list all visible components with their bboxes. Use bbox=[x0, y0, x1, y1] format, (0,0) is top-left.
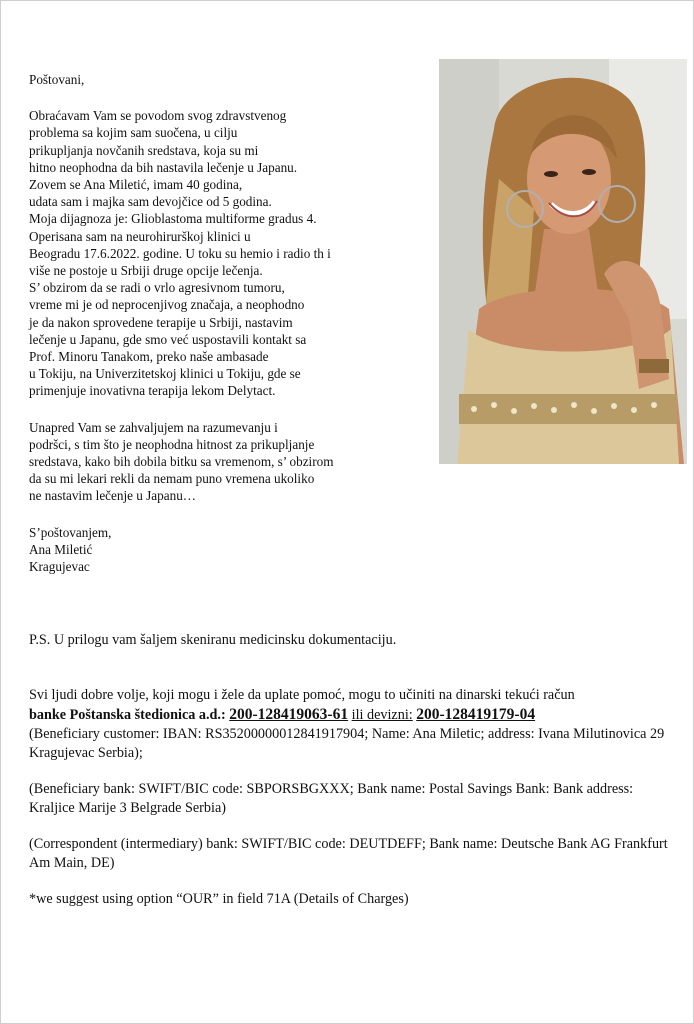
paragraph-thanks bbox=[29, 419, 429, 505]
text-line: u Tokiju, na Univerzitetskoj klinici u Tokiju, gde se bbox=[29, 366, 301, 382]
signer-city: Kragujevac bbox=[29, 559, 90, 575]
text-line: sredstava, kako bih dobila bitku sa vremenom, s’ obzirom bbox=[29, 454, 334, 470]
text-line: podršci, s tim što je neophodna hitnost za prikupljanje bbox=[29, 436, 315, 452]
beneficiary-customer: (Beneficiary customer: IBAN: RS35200000012841917904; Name: Ana Miletic; address: Ivana Milutinovica 29 Kragujevac Serbia); bbox=[29, 726, 665, 761]
text-line: Beogradu 17.6.2022. godine. U toku su hemio i radio th i bbox=[29, 245, 331, 261]
dinar-account: 200-128419063-61 bbox=[229, 706, 349, 723]
text-line: Moja dijagnoza je: Glioblastoma multiforme gradus 4. bbox=[29, 211, 317, 227]
letter-body bbox=[29, 71, 429, 575]
payment-section bbox=[29, 631, 669, 909]
text-line: problema sa kojim sam suočena, u cilju bbox=[29, 125, 238, 141]
text-line: Prof. Minoru Tanakom, preko naše ambasade bbox=[29, 349, 269, 365]
text-line: ne nastavim lečenje u Japanu… bbox=[29, 488, 196, 504]
text-line: Operisana sam na neurohirurškoj klinici u bbox=[29, 228, 251, 244]
text-line: je da nakon sprovedene terapije u Srbiji, nastavim bbox=[29, 314, 293, 330]
text-line: Zovem se Ana Miletić, imam 40 godina, bbox=[29, 177, 243, 193]
text-line: Unapred Vam se zahvaljujem na razumevanju i bbox=[29, 419, 278, 435]
signer-name: Ana Miletić bbox=[29, 541, 93, 557]
or-foreign-label: ili devizni: bbox=[351, 707, 413, 723]
paragraph-request bbox=[29, 107, 429, 399]
charges-note: *we suggest using option “OUR” in field 71A (Details of Charges) bbox=[29, 891, 409, 907]
text-line: više ne postoje u Srbiji druge opcije lečenja. bbox=[29, 263, 263, 279]
ps-note: P.S. U prilogu vam šaljem skeniranu medicinsku dokumentaciju. bbox=[29, 632, 397, 648]
greeting: Poštovani, bbox=[29, 72, 85, 87]
text-line: da su mi lekari rekli da nemam puno vremena ukoliko bbox=[29, 471, 315, 487]
text-line: udata sam i majka sam devojčice od 5 godina. bbox=[29, 194, 272, 210]
signature-block bbox=[29, 524, 429, 576]
foreign-account: 200-128419179-04 bbox=[416, 706, 536, 723]
text-line: prikupljanja novčanih sredstava, koja su mi bbox=[29, 142, 259, 158]
beneficiary-bank: (Beneficiary bank: SWIFT/BIC code: SBPORSBGXXX; Bank name: Postal Savings Bank: Bank address: Kraljice Marije 3 Belgrade Serbia) bbox=[29, 781, 634, 816]
payment-intro: Svi ljudi dobre volje, koji mogu i žele da uplate pomoć, mogu to učiniti na dinarski tekući račun bbox=[29, 687, 575, 703]
text-line: hitno neophodna da bih nastavila lečenje u Japanu. bbox=[29, 159, 298, 175]
text-line: S’ obzirom da se radi o vrlo agresivnom tumoru, bbox=[29, 280, 285, 296]
closing: S’poštovanjem, bbox=[29, 524, 112, 540]
text-line: lečenje u Japanu, gde smo već uspostavili kontakt sa bbox=[29, 331, 307, 347]
text-line: Obraćavam Vam se povodom svog zdravstvenog bbox=[29, 108, 287, 124]
portrait-photo bbox=[439, 59, 687, 464]
account-line bbox=[29, 705, 669, 725]
text-line: primenjuje inovativna terapija lekom Delytact. bbox=[29, 383, 276, 399]
bank-label: banke Poštanska štedionica a.d.: bbox=[29, 707, 226, 723]
correspondent-bank: (Correspondent (intermediary) bank: SWIFT/BIC code: DEUTDEFF; Bank name: Deutsche Bank AG Frankfurt Am Main, DE) bbox=[29, 836, 668, 871]
text-line: vreme mi je od neprocenjivog značaja, a neophodno bbox=[29, 297, 305, 313]
